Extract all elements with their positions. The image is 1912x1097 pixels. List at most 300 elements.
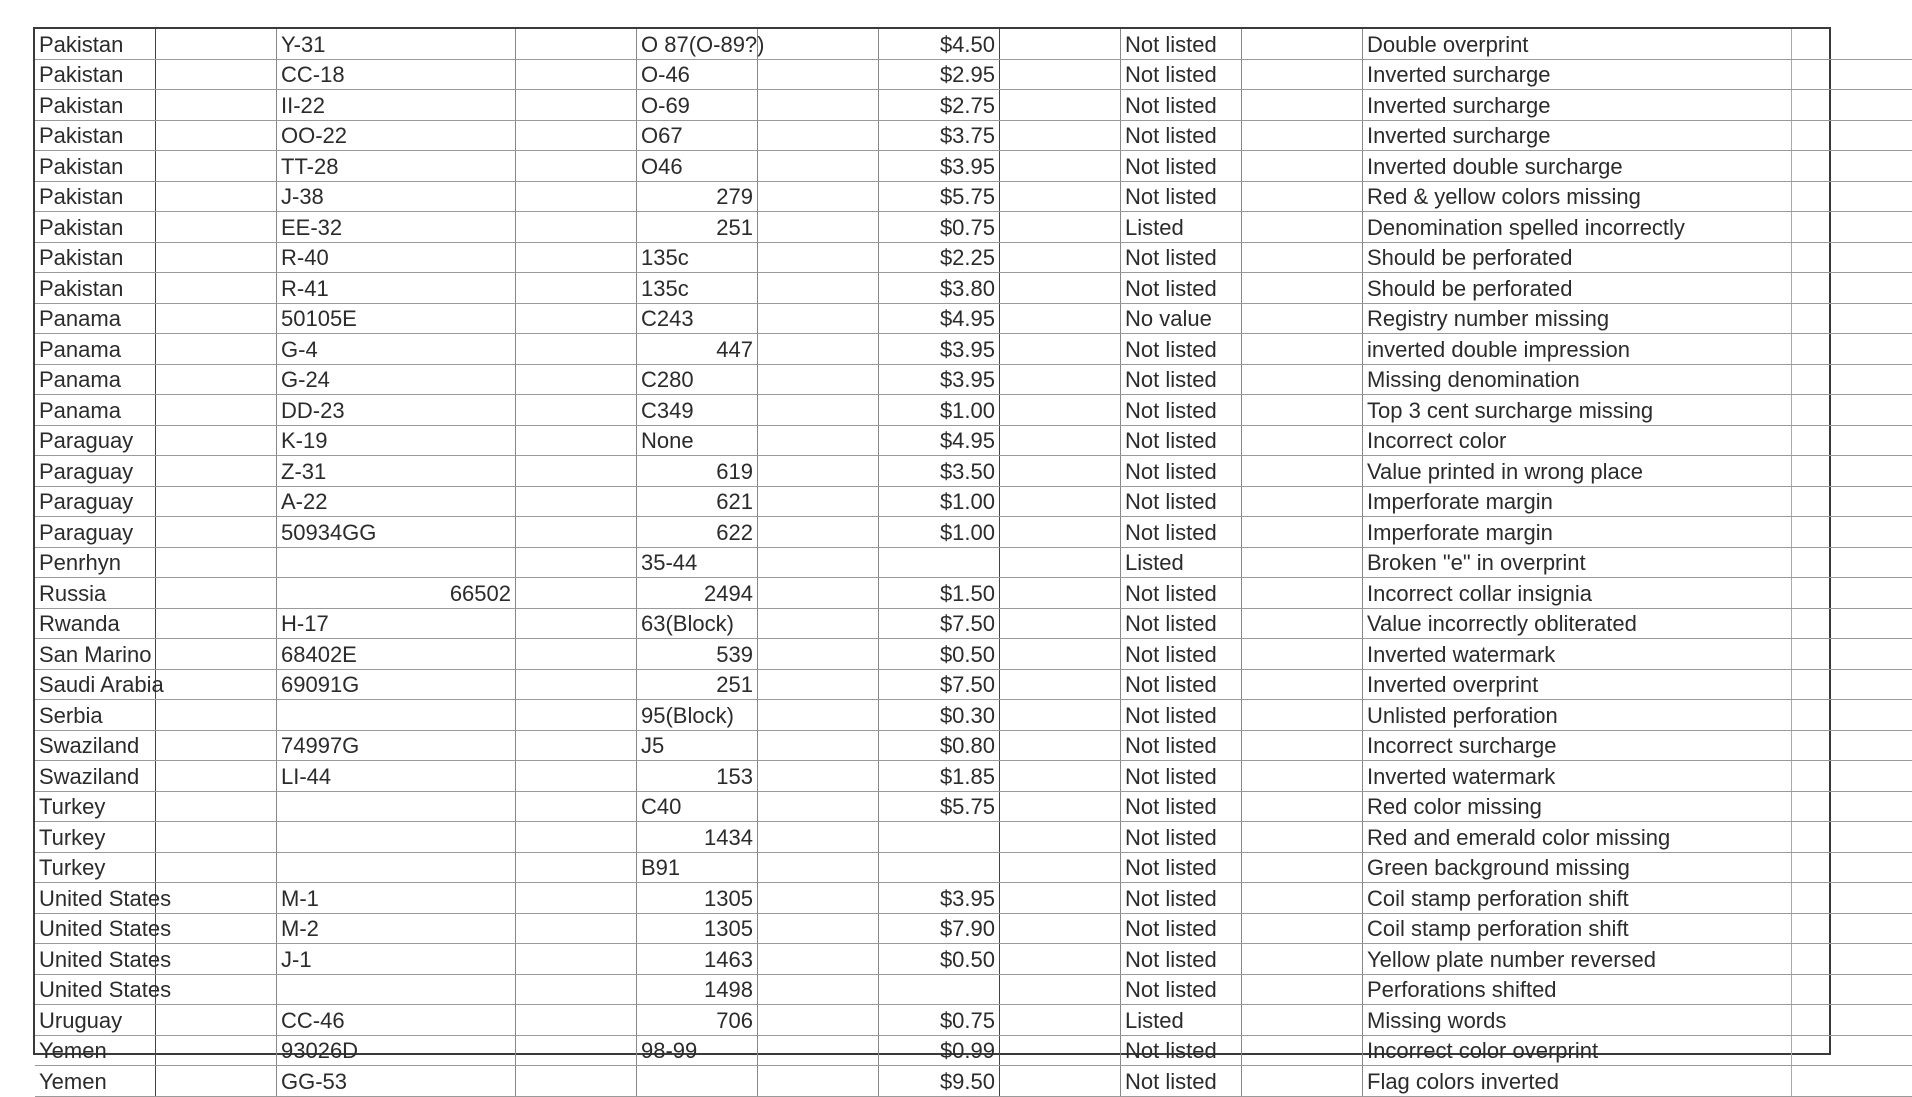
price-cell: $2.75: [879, 90, 1000, 121]
blank-cell: [1000, 151, 1121, 182]
blank-cell: [1242, 303, 1363, 334]
blank-cell: [1242, 151, 1363, 182]
blank-cell: [1242, 608, 1363, 639]
blank-cell: [1792, 822, 1912, 853]
error-description-cell: Missing words: [1363, 1005, 1792, 1036]
price-cell: $7.50: [879, 608, 1000, 639]
blank-cell: [516, 212, 637, 243]
scott-number-cell: 1498: [637, 974, 758, 1005]
blank-cell: [758, 1035, 879, 1066]
error-description-cell: Incorrect collar insignia: [1363, 578, 1792, 609]
blank-cell: [156, 669, 277, 700]
blank-cell: [1000, 913, 1121, 944]
table-row: [35, 364, 1912, 395]
catalog-code-cell: 74997G: [277, 730, 516, 761]
blank-cell: [758, 761, 879, 792]
blank-cell: [1000, 425, 1121, 456]
catalog-code-cell: M-2: [277, 913, 516, 944]
catalog-code-cell: [277, 700, 516, 731]
error-description-cell: Top 3 cent surcharge missing: [1363, 395, 1792, 426]
blank-cell: [1242, 730, 1363, 761]
blank-cell: [1000, 334, 1121, 365]
blank-cell: [156, 1005, 277, 1036]
blank-cell: [1000, 212, 1121, 243]
blank-cell: [758, 1066, 879, 1097]
error-description-cell: Incorrect surcharge: [1363, 730, 1792, 761]
error-description-cell: Imperforate margin: [1363, 486, 1792, 517]
blank-cell: [1000, 639, 1121, 670]
country-cell: Uruguay: [35, 1005, 156, 1036]
blank-cell: [1000, 181, 1121, 212]
blank-cell: [1000, 395, 1121, 426]
error-description-cell: Coil stamp perforation shift: [1363, 913, 1792, 944]
blank-cell: [758, 578, 879, 609]
blank-cell: [1000, 852, 1121, 883]
blank-cell: [1000, 944, 1121, 975]
blank-cell: [156, 29, 277, 59]
price-cell: $1.85: [879, 761, 1000, 792]
country-cell: Pakistan: [35, 29, 156, 59]
blank-cell: [758, 547, 879, 578]
blank-cell: [516, 761, 637, 792]
catalog-code-cell: K-19: [277, 425, 516, 456]
error-description-cell: Incorrect color: [1363, 425, 1792, 456]
blank-cell: [156, 1066, 277, 1097]
country-cell: Yemen: [35, 1066, 156, 1097]
scott-number-cell: 251: [637, 212, 758, 243]
blank-cell: [156, 517, 277, 548]
country-cell: San Marino: [35, 639, 156, 670]
blank-cell: [1242, 852, 1363, 883]
blank-cell: [1242, 517, 1363, 548]
price-cell: $0.30: [879, 700, 1000, 731]
blank-cell: [1792, 517, 1912, 548]
blank-cell: [1242, 273, 1363, 304]
blank-cell: [516, 822, 637, 853]
blank-cell: [156, 944, 277, 975]
scott-number-cell: C243: [637, 303, 758, 334]
scott-number-cell: O-46: [637, 59, 758, 90]
blank-cell: [1242, 578, 1363, 609]
table-row: [35, 547, 1912, 578]
blank-cell: [1242, 425, 1363, 456]
catalog-code-cell: EE-32: [277, 212, 516, 243]
blank-cell: [1792, 120, 1912, 151]
listing-status-cell: Not listed: [1121, 517, 1242, 548]
blank-cell: [1792, 761, 1912, 792]
scott-number-cell: 619: [637, 456, 758, 487]
blank-cell: [1242, 1035, 1363, 1066]
table-row: [35, 29, 1912, 59]
listing-status-cell: No value: [1121, 303, 1242, 334]
error-description-cell: Imperforate margin: [1363, 517, 1792, 548]
blank-cell: [1000, 59, 1121, 90]
error-description-cell: Value incorrectly obliterated: [1363, 608, 1792, 639]
error-description-cell: Should be perforated: [1363, 273, 1792, 304]
scott-number-cell: 1305: [637, 883, 758, 914]
country-cell: Paraguay: [35, 456, 156, 487]
table-row: [35, 974, 1912, 1005]
blank-cell: [516, 1005, 637, 1036]
error-description-cell: Red color missing: [1363, 791, 1792, 822]
blank-cell: [156, 700, 277, 731]
price-cell: $5.75: [879, 181, 1000, 212]
blank-cell: [758, 120, 879, 151]
price-cell: $2.25: [879, 242, 1000, 273]
country-cell: Pakistan: [35, 181, 156, 212]
price-cell: $3.80: [879, 273, 1000, 304]
blank-cell: [758, 944, 879, 975]
country-cell: United States: [35, 944, 156, 975]
blank-cell: [1792, 608, 1912, 639]
price-cell: $1.00: [879, 395, 1000, 426]
blank-cell: [1792, 578, 1912, 609]
catalog-code-cell: 68402E: [277, 639, 516, 670]
blank-cell: [758, 517, 879, 548]
country-cell: Saudi Arabia: [35, 669, 156, 700]
blank-cell: [516, 90, 637, 121]
country-cell: Panama: [35, 334, 156, 365]
table-row: [35, 242, 1912, 273]
blank-cell: [1792, 1005, 1912, 1036]
scott-number-cell: C40: [637, 791, 758, 822]
listing-status-cell: Not listed: [1121, 90, 1242, 121]
price-cell: $9.50: [879, 1066, 1000, 1097]
error-description-cell: Inverted watermark: [1363, 639, 1792, 670]
table-row: [35, 883, 1912, 914]
catalog-code-cell: [277, 974, 516, 1005]
catalog-code-cell: TT-28: [277, 151, 516, 182]
scott-number-cell: 279: [637, 181, 758, 212]
blank-cell: [1792, 181, 1912, 212]
blank-cell: [1242, 212, 1363, 243]
error-description-cell: Unlisted perforation: [1363, 700, 1792, 731]
scott-number-cell: 95(Block): [637, 700, 758, 731]
price-cell: $7.90: [879, 913, 1000, 944]
blank-cell: [1792, 59, 1912, 90]
blank-cell: [1242, 364, 1363, 395]
table-row: [35, 303, 1912, 334]
country-cell: Rwanda: [35, 608, 156, 639]
price-cell: [879, 974, 1000, 1005]
blank-cell: [516, 852, 637, 883]
error-description-cell: Should be perforated: [1363, 242, 1792, 273]
price-cell: $3.95: [879, 334, 1000, 365]
listing-status-cell: Not listed: [1121, 456, 1242, 487]
blank-cell: [516, 1035, 637, 1066]
blank-cell: [1242, 90, 1363, 121]
error-description-cell: Denomination spelled incorrectly: [1363, 212, 1792, 243]
blank-cell: [516, 364, 637, 395]
country-cell: United States: [35, 883, 156, 914]
blank-cell: [156, 181, 277, 212]
table-row: [35, 700, 1912, 731]
catalog-code-cell: Z-31: [277, 456, 516, 487]
blank-cell: [758, 822, 879, 853]
blank-cell: [516, 273, 637, 304]
blank-cell: [758, 395, 879, 426]
country-cell: Pakistan: [35, 90, 156, 121]
blank-cell: [1000, 669, 1121, 700]
catalog-code-cell: CC-46: [277, 1005, 516, 1036]
blank-cell: [1242, 456, 1363, 487]
blank-cell: [516, 883, 637, 914]
table-row: [35, 456, 1912, 487]
blank-cell: [1242, 59, 1363, 90]
table-row: [35, 334, 1912, 365]
listing-status-cell: Not listed: [1121, 639, 1242, 670]
blank-cell: [1242, 700, 1363, 731]
country-cell: Swaziland: [35, 730, 156, 761]
blank-cell: [1792, 1066, 1912, 1097]
price-cell: $3.95: [879, 883, 1000, 914]
error-description-cell: Coil stamp perforation shift: [1363, 883, 1792, 914]
price-cell: $3.95: [879, 364, 1000, 395]
listing-status-cell: Not listed: [1121, 59, 1242, 90]
blank-cell: [156, 334, 277, 365]
table-row: [35, 212, 1912, 243]
blank-cell: [516, 791, 637, 822]
listing-status-cell: Not listed: [1121, 425, 1242, 456]
blank-cell: [516, 944, 637, 975]
blank-cell: [516, 120, 637, 151]
listing-status-cell: Not listed: [1121, 852, 1242, 883]
blank-cell: [1242, 974, 1363, 1005]
blank-cell: [156, 974, 277, 1005]
blank-cell: [1792, 974, 1912, 1005]
blank-cell: [1792, 456, 1912, 487]
blank-cell: [1792, 303, 1912, 334]
listing-status-cell: Not listed: [1121, 395, 1242, 426]
country-cell: Turkey: [35, 822, 156, 853]
blank-cell: [156, 212, 277, 243]
blank-cell: [1242, 944, 1363, 975]
error-description-cell: Red & yellow colors missing: [1363, 181, 1792, 212]
table-row: [35, 1005, 1912, 1036]
blank-cell: [1000, 791, 1121, 822]
catalog-code-cell: G-4: [277, 334, 516, 365]
blank-cell: [156, 242, 277, 273]
blank-cell: [1000, 486, 1121, 517]
price-cell: $4.95: [879, 425, 1000, 456]
blank-cell: [1792, 151, 1912, 182]
blank-cell: [1242, 913, 1363, 944]
listing-status-cell: Not listed: [1121, 242, 1242, 273]
blank-cell: [516, 1066, 637, 1097]
blank-cell: [1000, 1035, 1121, 1066]
error-description-cell: Value printed in wrong place: [1363, 456, 1792, 487]
error-description-cell: Inverted watermark: [1363, 761, 1792, 792]
blank-cell: [1000, 120, 1121, 151]
scott-number-cell: B91: [637, 852, 758, 883]
table-row: [35, 181, 1912, 212]
price-cell: $3.50: [879, 456, 1000, 487]
blank-cell: [758, 913, 879, 944]
blank-cell: [156, 456, 277, 487]
price-cell: [879, 852, 1000, 883]
blank-cell: [1242, 242, 1363, 273]
country-cell: Serbia: [35, 700, 156, 731]
error-description-cell: Incorrect color overprint: [1363, 1035, 1792, 1066]
blank-cell: [156, 578, 277, 609]
catalog-code-cell: [277, 791, 516, 822]
listing-status-cell: Not listed: [1121, 822, 1242, 853]
blank-cell: [1242, 29, 1363, 59]
table-row: [35, 1066, 1912, 1097]
blank-cell: [758, 242, 879, 273]
price-cell: $0.50: [879, 639, 1000, 670]
catalog-code-cell: H-17: [277, 608, 516, 639]
listing-status-cell: Not listed: [1121, 883, 1242, 914]
country-cell: Paraguay: [35, 486, 156, 517]
blank-cell: [1000, 90, 1121, 121]
listing-status-cell: Not listed: [1121, 273, 1242, 304]
catalog-code-cell: DD-23: [277, 395, 516, 426]
blank-cell: [156, 852, 277, 883]
blank-cell: [758, 669, 879, 700]
blank-cell: [1792, 364, 1912, 395]
blank-cell: [1242, 1005, 1363, 1036]
error-description-cell: Flag colors inverted: [1363, 1066, 1792, 1097]
blank-cell: [516, 547, 637, 578]
scott-number-cell: 1463: [637, 944, 758, 975]
blank-cell: [1000, 1005, 1121, 1036]
listing-status-cell: Not listed: [1121, 913, 1242, 944]
price-cell: $4.95: [879, 303, 1000, 334]
blank-cell: [1242, 761, 1363, 792]
blank-cell: [758, 791, 879, 822]
blank-cell: [1792, 486, 1912, 517]
blank-cell: [516, 608, 637, 639]
scott-number-cell: 153: [637, 761, 758, 792]
blank-cell: [758, 181, 879, 212]
listing-status-cell: Not listed: [1121, 578, 1242, 609]
error-description-cell: Inverted double surcharge: [1363, 151, 1792, 182]
listing-status-cell: Not listed: [1121, 1035, 1242, 1066]
blank-cell: [1242, 1066, 1363, 1097]
listing-status-cell: Not listed: [1121, 608, 1242, 639]
blank-cell: [1242, 120, 1363, 151]
blank-cell: [1000, 303, 1121, 334]
blank-cell: [758, 334, 879, 365]
blank-cell: [758, 1005, 879, 1036]
blank-cell: [1792, 425, 1912, 456]
price-cell: $5.75: [879, 791, 1000, 822]
listing-status-cell: Not listed: [1121, 486, 1242, 517]
blank-cell: [758, 852, 879, 883]
listing-status-cell: Not listed: [1121, 944, 1242, 975]
price-cell: $4.50: [879, 29, 1000, 59]
scott-number-cell: 135c: [637, 273, 758, 304]
table-row: [35, 273, 1912, 304]
blank-cell: [1792, 212, 1912, 243]
blank-cell: [758, 608, 879, 639]
blank-cell: [516, 486, 637, 517]
blank-cell: [1242, 669, 1363, 700]
blank-cell: [156, 730, 277, 761]
blank-cell: [156, 120, 277, 151]
blank-cell: [758, 273, 879, 304]
error-description-cell: Inverted surcharge: [1363, 90, 1792, 121]
blank-cell: [516, 578, 637, 609]
blank-cell: [1000, 517, 1121, 548]
blank-cell: [1792, 913, 1912, 944]
blank-cell: [516, 425, 637, 456]
listing-status-cell: Not listed: [1121, 151, 1242, 182]
blank-cell: [1000, 700, 1121, 731]
table-row: [35, 944, 1912, 975]
blank-cell: [1000, 364, 1121, 395]
error-description-cell: Inverted surcharge: [1363, 59, 1792, 90]
table-row: [35, 59, 1912, 90]
blank-cell: [156, 547, 277, 578]
catalog-code-cell: 93026D: [277, 1035, 516, 1066]
catalog-code-cell: R-41: [277, 273, 516, 304]
blank-cell: [516, 730, 637, 761]
blank-cell: [1792, 700, 1912, 731]
blank-cell: [758, 303, 879, 334]
catalog-code-cell: [277, 852, 516, 883]
scott-number-cell: 539: [637, 639, 758, 670]
catalog-code-cell: 66502: [277, 578, 516, 609]
blank-cell: [516, 669, 637, 700]
blank-cell: [1000, 547, 1121, 578]
blank-cell: [156, 303, 277, 334]
catalog-code-cell: A-22: [277, 486, 516, 517]
blank-cell: [758, 151, 879, 182]
table-row: [35, 90, 1912, 121]
blank-cell: [156, 883, 277, 914]
blank-cell: [1242, 822, 1363, 853]
scott-number-cell: 1305: [637, 913, 758, 944]
blank-cell: [1000, 242, 1121, 273]
blank-cell: [156, 761, 277, 792]
blank-cell: [516, 974, 637, 1005]
blank-cell: [758, 364, 879, 395]
country-cell: Paraguay: [35, 517, 156, 548]
blank-cell: [758, 974, 879, 1005]
price-cell: $0.75: [879, 1005, 1000, 1036]
scott-number-cell: 35-44: [637, 547, 758, 578]
blank-cell: [758, 730, 879, 761]
blank-cell: [516, 639, 637, 670]
blank-cell: [1000, 1066, 1121, 1097]
scott-number-cell: O 87(O-89?): [637, 29, 758, 59]
table-row: [35, 578, 1912, 609]
price-cell: $1.50: [879, 578, 1000, 609]
blank-cell: [758, 456, 879, 487]
error-description-cell: Inverted overprint: [1363, 669, 1792, 700]
blank-cell: [758, 29, 879, 59]
blank-cell: [516, 242, 637, 273]
error-description-cell: inverted double impression: [1363, 334, 1792, 365]
blank-cell: [516, 334, 637, 365]
country-cell: United States: [35, 974, 156, 1005]
catalog-code-cell: OO-22: [277, 120, 516, 151]
blank-cell: [1242, 395, 1363, 426]
price-cell: [879, 547, 1000, 578]
catalog-code-cell: R-40: [277, 242, 516, 273]
blank-cell: [1792, 273, 1912, 304]
country-cell: Pakistan: [35, 151, 156, 182]
error-description-cell: Double overprint: [1363, 29, 1792, 59]
scott-number-cell: 1434: [637, 822, 758, 853]
blank-cell: [156, 639, 277, 670]
blank-cell: [1792, 883, 1912, 914]
price-cell: $1.00: [879, 517, 1000, 548]
listing-status-cell: Not listed: [1121, 29, 1242, 59]
error-description-cell: Inverted surcharge: [1363, 120, 1792, 151]
